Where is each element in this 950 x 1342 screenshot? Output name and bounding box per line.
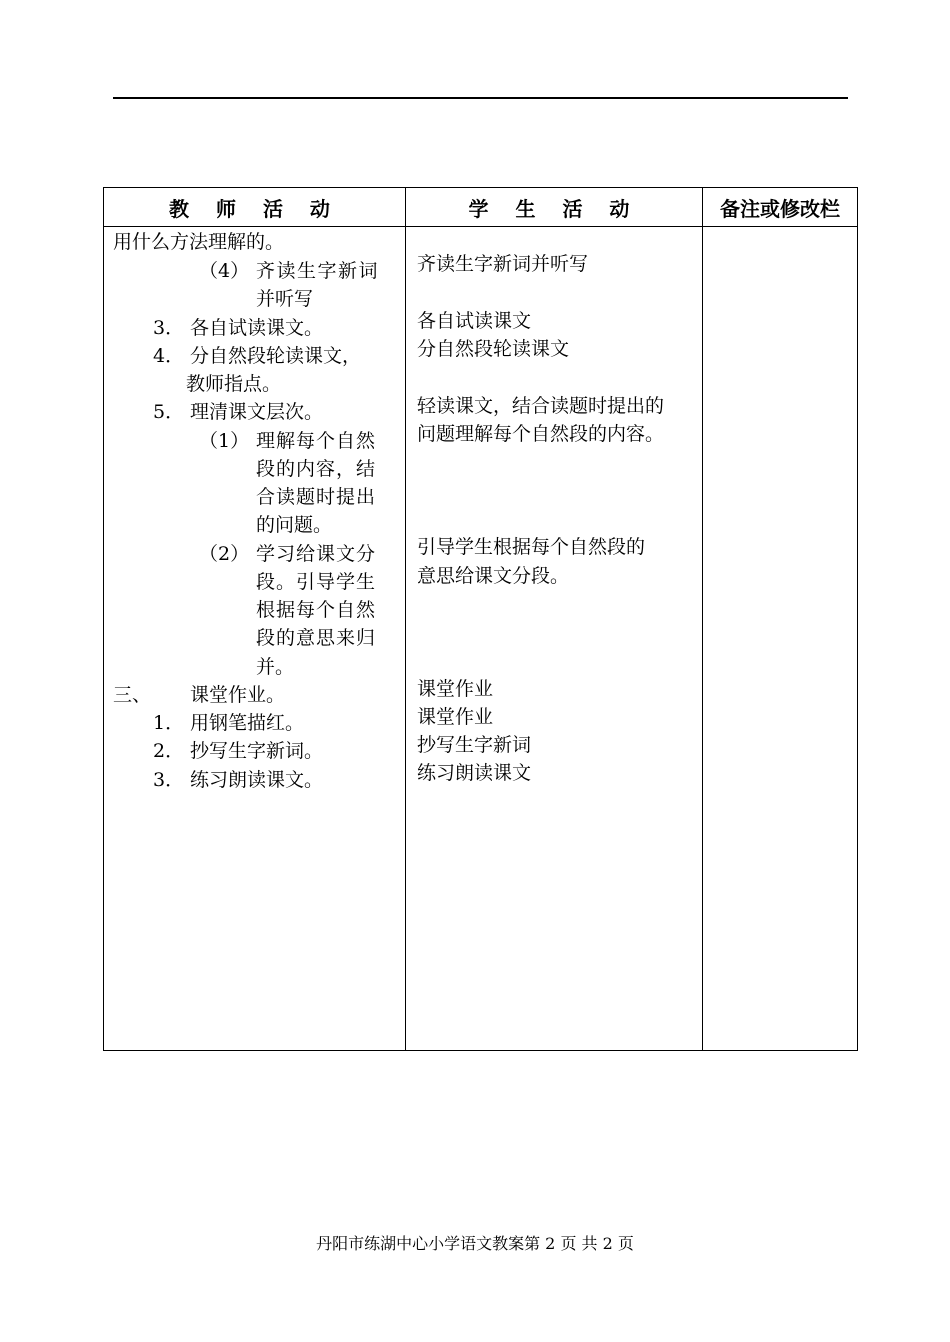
teacher-line: 根据每个自然 — [256, 599, 377, 621]
teacher-line: 5． — [153, 401, 185, 423]
header-rule — [113, 97, 848, 99]
student-line: 轻读课文，结合读题时提出的 — [417, 395, 665, 417]
teacher-line: （1） — [199, 430, 250, 452]
student-line: 分自然段轮读课文 — [417, 338, 570, 360]
table-body-row — [104, 227, 858, 1051]
student-activity-cell — [406, 227, 703, 1051]
student-line: 意思给课文分段。 — [417, 565, 570, 587]
teacher-line: 的问题。 — [256, 514, 333, 536]
teacher-line: 理解每个自然 — [256, 430, 377, 452]
student-line: 问题理解每个自然段的内容。 — [417, 423, 665, 445]
lesson-plan-table — [103, 187, 858, 1051]
teacher-line: 4． — [153, 345, 185, 367]
teacher-line: 用钢笔描红。 — [190, 712, 305, 734]
teacher-line: 三、 — [113, 684, 152, 706]
header-notes: 备注或修改栏 — [703, 188, 858, 227]
student-line: 各自试读课文 — [417, 310, 532, 332]
teacher-line: 2． — [153, 740, 185, 762]
teacher-line: 学习给课文分 — [256, 543, 377, 565]
student-line: 引导学生根据每个自然段的 — [417, 536, 646, 558]
teacher-line: 分自然段轮读课文， — [190, 345, 362, 367]
teacher-activity-cell — [104, 227, 406, 1051]
teacher-line: 理清课文层次。 — [190, 401, 324, 423]
teacher-line: 3． — [153, 769, 185, 791]
notes-cell — [703, 227, 858, 1051]
teacher-line: 段的意思来归 — [256, 627, 377, 649]
teacher-line: 并。 — [256, 656, 295, 678]
teacher-line: 1． — [153, 712, 185, 734]
teacher-line: 段的内容，结 — [256, 458, 377, 480]
page-footer: 丹阳市练湖中心小学语文教案第 2 页 共 2 页 — [316, 1234, 634, 1253]
teacher-line: 练习朗读课文。 — [190, 769, 324, 791]
header-student-activity: 学 生 活 动 — [406, 188, 703, 227]
teacher-line: 段。引导学生 — [256, 571, 377, 593]
teacher-line: 教师指点。 — [186, 373, 282, 395]
teacher-line: （2） — [199, 543, 250, 565]
student-line: 课堂作业 — [417, 706, 494, 728]
student-line: 齐读生字新词并听写 — [417, 253, 589, 275]
teacher-line: 抄写生字新词。 — [190, 740, 324, 762]
teacher-line: 齐读生字新词 — [256, 260, 380, 282]
teacher-line: 合读题时提出 — [256, 486, 377, 508]
header-teacher-activity: 教 师 活 动 — [104, 188, 406, 227]
teacher-line: 并听写 — [256, 288, 314, 310]
teacher-line: 用什么方法理解的。 — [113, 231, 285, 253]
student-line: 课堂作业 — [417, 678, 494, 700]
student-line: 抄写生字新词 — [417, 734, 532, 756]
teacher-line: 3． — [153, 317, 185, 339]
teacher-line: （4） — [199, 260, 250, 282]
student-line: 练习朗读课文 — [417, 762, 532, 784]
teacher-line: 课堂作业。 — [190, 684, 286, 706]
teacher-line: 各自试读课文。 — [190, 317, 324, 339]
table-header-row — [104, 188, 858, 227]
